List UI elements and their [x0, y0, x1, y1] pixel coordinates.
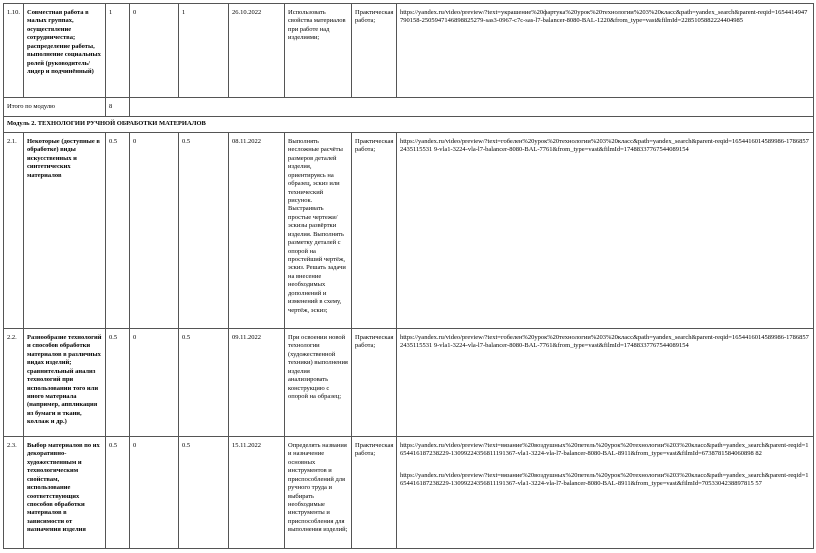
row-hours-control: 0	[130, 132, 179, 328]
row-hours-practice: 0.5	[179, 328, 229, 436]
table-row	[4, 436, 814, 548]
row-hours-total: 1	[106, 4, 130, 98]
row-topic: Разнообразие технологий и способов обработки материалов в различных видах изделий; сравнительный анализ технологий при использовании того или иного материала (например, аппликация из бумаги и ткани, коллаж и др.)	[24, 328, 106, 436]
table-row	[4, 4, 814, 98]
curriculum-table	[3, 3, 814, 549]
row-number: 1.10.	[4, 4, 24, 98]
row-hours-control: 0	[130, 4, 179, 98]
row-hours-total: 0.5	[106, 436, 130, 548]
row-resources	[397, 132, 814, 328]
module-total-value: 8	[106, 98, 130, 117]
row-topic: Выбор материалов по их декоративно-художественным и технологическим свойствам, использование соответствующих способов обработки материалов в зависимости от назначения изделия	[24, 436, 106, 548]
row-date: 08.11.2022	[229, 132, 285, 328]
row-control-form: Практическая работа;	[352, 4, 397, 98]
row-hours-control: 0	[130, 436, 179, 548]
row-topic: Некоторые (доступные в обработке) виды искусственных и синтетических материалов	[24, 132, 106, 328]
row-hours-practice: 0.5	[179, 132, 229, 328]
resource-link[interactable]: https://yandex.ru/video/preview/?text=гобелен%20урок%20технологии%203%20класс&path=yandex_search&parent-reqid=1654416014589986-17868572435115531 9-vla1-3224-vla-l7-balancer-8080-BAL-7761&from_type=vast&filmId=17488337767544089154	[400, 333, 809, 350]
module-total-empty	[130, 98, 814, 117]
module-heading-row	[4, 117, 814, 132]
row-hours-total: 0.5	[106, 132, 130, 328]
row-control-form: Практическая работа;	[352, 132, 397, 328]
row-resources	[397, 436, 814, 548]
row-resources	[397, 4, 814, 98]
row-date: 09.11.2022	[229, 328, 285, 436]
row-hours-practice: 0.5	[179, 436, 229, 548]
row-number: 2.3.	[4, 436, 24, 548]
row-number: 2.1.	[4, 132, 24, 328]
row-hours-total: 0.5	[106, 328, 130, 436]
row-number: 2.2.	[4, 328, 24, 436]
row-hours-practice: 1	[179, 4, 229, 98]
row-activity: Использовать свойства материалов при работе над изделиями;	[285, 4, 352, 98]
resource-link[interactable]: https://yandex.ru/video/preview/?text=вязание%20воздушных%20петель%20урок%20технологии%203%20класс&path=yandex_search&parent-reqid=1654416187238229-13099224356811191367-vla1-3224-vla-l7-balancer-8080-BAL-8911&from_type=vast&filmId=7053304238897815 57	[400, 471, 809, 488]
resource-link[interactable]: https://yandex.ru/video/preview/?text=украшение%20фартука%20урок%20технологии%203%20класс&path=yandex_search&parent-reqid=1654414947790158-2505947146898825279-sas3-0967-c7c-sas-l7-balancer-8080-BAL-1220&from_type=vast&filmId=2285105882224404985	[400, 9, 808, 25]
row-topic: Совместная работа в малых группах, осуществление сотрудничества; распределение работы, выполнение социальных ролей (руководитель/лидер и подчинённый)	[24, 4, 106, 98]
resource-link[interactable]: https://yandex.ru/video/preview/?text=вязание%20воздушных%20петель%20урок%20технологии%203%20класс&path=yandex_search&parent-reqid=1654416187238229-13099224356811191367-vla1-3224-vla-l7-balancer-8080-BAL-8911&from_type=vast&filmId=6738781584060898 82	[400, 441, 809, 458]
row-activity: Определять названия и назначение основных инструментов и приспособлений для ручного труда и выбирать необходимые инструменты и приспособления для выполнения изделий;	[285, 436, 352, 548]
row-control-form: Практическая работа;	[352, 436, 397, 548]
row-resources	[397, 328, 814, 436]
row-activity: Выполнять несложные расчёты размеров деталей изделия, ориентируясь на образец, эскиз или технический рисунок. Выстраивать простые чертежи/эскизы развёртки изделия. Выполнять разметку деталей с опорой на простейший чертёж, эскиз. Решать задачи на внесение необходимых дополнений и изменений в схему, чертёж, эскиз;	[285, 132, 352, 328]
module-total-row	[4, 98, 814, 117]
table-row	[4, 132, 814, 328]
row-date: 15.11.2022	[229, 436, 285, 548]
row-hours-control: 0	[130, 328, 179, 436]
row-control-form: Практическая работа;	[352, 328, 397, 436]
row-date: 26.10.2022	[229, 4, 285, 98]
module-heading: Модуль 2. ТЕХНОЛОГИИ РУЧНОЙ ОБРАБОТКИ МАТЕРИАЛОВ	[4, 117, 814, 132]
resource-link[interactable]: https://yandex.ru/video/preview/?text=гобелен%20урок%20технологии%203%20класс&path=yandex_search&parent-reqid=1654416014589986-17868572435115531 9-vla1-3224-vla-l7-balancer-8080-BAL-7761&from_type=vast&filmId=17488337767544089154	[400, 137, 809, 154]
row-activity: При освоении новой технологии (художественной техники) выполнения изделия анализировать конструкцию с опорой на образец;	[285, 328, 352, 436]
module-total-label: Итого по модулю	[4, 98, 106, 117]
table-row	[4, 328, 814, 436]
